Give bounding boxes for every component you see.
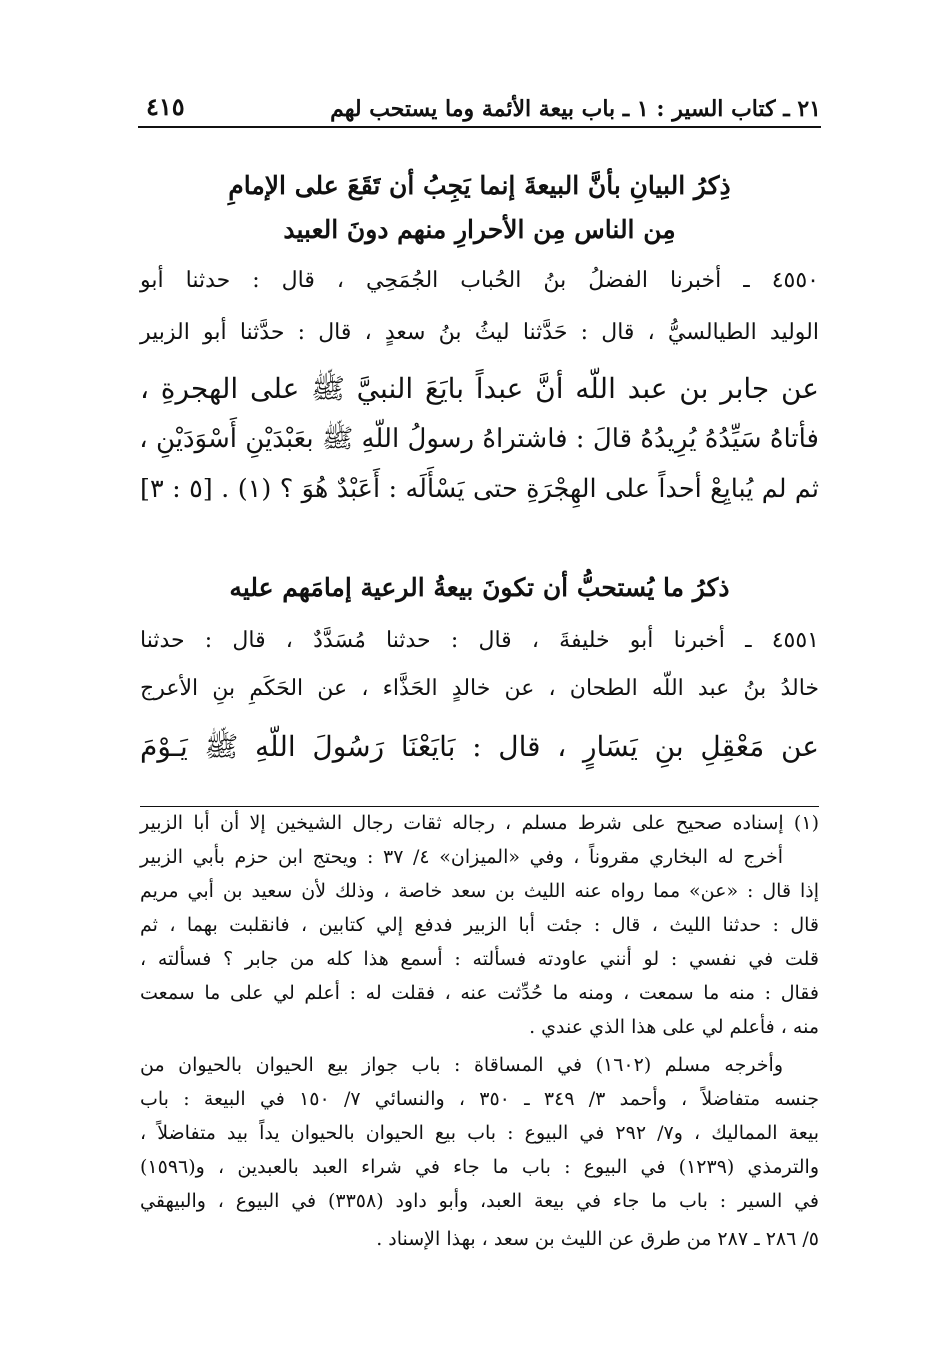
heading-line: ذِكرُ البيانِ بأنَّ البيعةَ إنما يَجِبُ أن تَقَعَ على الإمامِ	[228, 171, 731, 200]
footnote-line: أخرج له البخاري مقروناً ، وفي «الميزان» ٤/ ٣٧ : ويحتج ابن حزم بأبي الزبير	[140, 846, 783, 868]
footnote-line: منه ، فأعلم لي على هذا الذي عندي .	[529, 1016, 819, 1038]
footnote-line: جنسه متفاضلاً ، وأحمد ٣/ ٣٤٩ ـ ٣٥٠ ، والنسائي ٧/ ١٥٠ في البيعة : باب	[140, 1088, 819, 1110]
hadith-4550-matn-line: ثم لم يُبايِعْ أحداً على الهِجْرَةِ حتى يَسْأَلَه : أَعَبْدٌ هُوَ ؟ (١) . [٥ : ٣]	[140, 474, 819, 504]
header-divider	[138, 126, 821, 128]
footnote-line: إذا قال : «عن» مما رواه عنه الليث بن سعد خاصة ، وذلك لأن سعيد بن أبي مريم	[140, 880, 819, 902]
footnote-line: قال : حدثنا الليث ، قال : جئت أبا الزبير فدفع إلي كتابين ، فانقلبت بهما ، ثم	[140, 914, 819, 936]
hadith-4551-isnad-line: ٤٥٥١ ـ أخبرنا أبو خليفةَ ، قال : حدثنا مُسَدَّدٌ ، قال : حدثنا	[140, 628, 819, 653]
hadith-4550-matn-line: فأتاهُ سَيِّدُهُ يُرِيدُهُ قالَ : فاشتراهُ رسولُ اللّهِ ﷺ بعَبْدَيْنِ أَسْوَدَيْنِ ،	[139, 424, 819, 454]
heading-line: ذكرُ ما يُستحبُّ أن تكونَ بيعةُ الرعية إمامَهم عليه	[229, 573, 730, 602]
footnote-line: بيعة المماليك ، و٧/ ٢٩٢ في البيوع : باب بيع الحيوان بالحيوان يداً بيد متفاضلاً ،	[140, 1122, 819, 1144]
hadith-4550-isnad-line: الوليد الطيالسيُّ ، قال : حَدَّثنا ليثُ بنُ سعدٍ ، قال : حدَّثنا أبو الزبير	[140, 320, 819, 345]
footnote-line: وأخرجه مسلم (١٦٠٢) في المساقاة : باب جواز بيع الحيوان بالحيوان من	[140, 1054, 783, 1076]
section2-heading	[140, 566, 819, 610]
heading-line: مِن الناس مِن الأحرارِ منهم دونَ العبيد	[283, 215, 676, 244]
hadith-4550-isnad-line: ٤٥٥٠ ـ أخبرنا الفضلُ بنُ الحُباب الجُمَحِي ، قال : حدثنا أبو	[140, 268, 819, 293]
footnote-line: في السير : باب ما جاء في بيعة العبد، وأبو داود (٣٣٥٨) في البيوع ، والبيهقي	[140, 1190, 819, 1212]
hadith-4551-matn-line: عن مَعْقِلِ بنِ يَسَارٍ ، قال : بَايَعْنَا رَسُولَ اللّهِ ﷺ يَـوْمَ	[140, 730, 819, 763]
footnote-divider	[140, 806, 819, 807]
footnote-line: قلت في نفسي : لو أنني عاودته فسألته : أسمع هذا كله من جابر ؟ فسألته ،	[140, 948, 819, 970]
hadith-4550-matn-line: عن جابر بن عبد اللّه أنَّ عبداً بايَعَ النبيَّ ﷺ على الهجرةِ ،	[140, 372, 819, 405]
hadith-4551-isnad-line: خالدُ بنُ عبد اللّه الطحان ، عن خالدٍ الحَذَّاء ، عن الحَكَمِ بنِ الأعرج	[140, 676, 819, 701]
section1-heading	[140, 164, 819, 252]
page-number: ٤١٥	[146, 92, 185, 121]
footnote-line: والترمذي (١٢٣٩) في البيوع : باب ما جاء في شراء العبد بالعبدين ، و(١٥٩٦)	[140, 1156, 819, 1178]
footnote-line: ٥/ ٢٨٦ ـ ٢٨٧ من طرق عن الليث بن سعد ، بهذا الإسناد .	[376, 1228, 819, 1250]
footnote-line: (١) إسناده صحيح على شرط مسلم ، رجاله ثقات رجال الشيخين إلا أن أبا الزبير	[140, 812, 819, 834]
running-header-title: ٢١ ـ كتاب السير : ١ ـ باب بيعة الأئمة وما يستحب لهم	[330, 96, 821, 122]
footnote-line: فقال : منه ما سمعت ، ومنه ما حُدِّثت عنه ، فقلت له : أعلم لي على ما سمعت	[140, 982, 819, 1004]
